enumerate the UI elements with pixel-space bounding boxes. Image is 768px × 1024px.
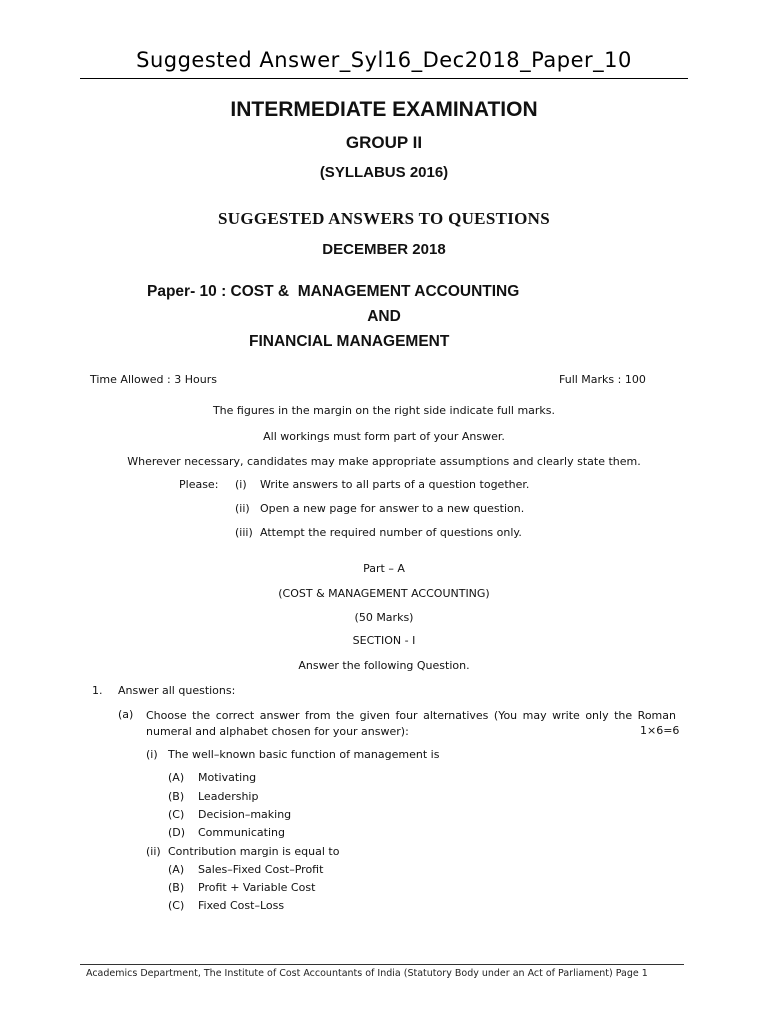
item-number: (ii)	[146, 845, 161, 858]
paper-title-line2: AND	[367, 308, 401, 325]
choice-number: (B)	[168, 790, 185, 803]
choice-text: Sales–Fixed Cost–Profit	[198, 863, 324, 876]
question-text: Answer all questions:	[118, 684, 236, 697]
paper-title-line3: FINANCIAL MANAGEMENT	[249, 333, 450, 350]
header-divider	[80, 78, 688, 79]
choice-text: Leadership	[198, 790, 259, 803]
exam-date: DECEMBER 2018	[322, 241, 446, 258]
subquestion-text: Choose the correct answer from the given four alternatives (You may write only the Roman numeral and alphabet chosen for your answer):	[146, 709, 676, 738]
instruction-number: (iii)	[235, 526, 253, 539]
choice-number: (D)	[168, 826, 186, 839]
instruction-line: Wherever necessary, candidates may make appropriate assumptions and clearly state them.	[127, 455, 641, 468]
full-marks: Full Marks : 100	[559, 373, 646, 386]
choice-text: Communicating	[198, 826, 285, 839]
exam-syllabus: (SYLLABUS 2016)	[319, 164, 449, 181]
subquestion-marks: 1×6=6	[640, 724, 680, 737]
instruction-number: (i)	[235, 478, 247, 491]
item-text: The well–known basic function of management is	[168, 748, 440, 761]
choice-number: (C)	[168, 808, 185, 821]
instruction-text: Write answers to all parts of a question together.	[260, 478, 530, 491]
exam-group: GROUP II	[345, 133, 423, 152]
item-number: (i)	[146, 748, 158, 761]
exam-title: INTERMEDIATE EXAMINATION	[230, 98, 538, 121]
choice-number: (B)	[168, 881, 185, 894]
part-label: Part – A	[363, 562, 405, 575]
answer-instruction: Answer the following Question.	[298, 659, 470, 672]
choice-number: (A)	[168, 771, 185, 784]
question-number: 1.	[92, 684, 103, 697]
instruction-text: Open a new page for answer to a new question.	[260, 502, 525, 515]
subquestion-number: (a)	[118, 708, 134, 721]
please-label: Please:	[179, 478, 219, 491]
choice-number: (C)	[168, 899, 185, 912]
instruction-line: All workings must form part of your Answer.	[263, 430, 505, 443]
part-name: (COST & MANAGEMENT ACCOUNTING)	[278, 587, 490, 600]
choice-text: Profit + Variable Cost	[198, 881, 316, 894]
part-marks: (50 Marks)	[354, 611, 414, 624]
paper-title-line1: Paper- 10 : COST & MANAGEMENT ACCOUNTING	[147, 283, 520, 300]
instruction-text: Attempt the required number of questions only.	[260, 526, 522, 539]
time-allowed: Time Allowed : 3 Hours	[90, 373, 217, 386]
choice-text: Motivating	[198, 771, 257, 784]
footer-divider	[80, 964, 684, 965]
choice-text: Decision–making	[198, 808, 292, 821]
instruction-number: (ii)	[235, 502, 250, 515]
page-footer: Academics Department, The Institute of Cost Accountants of India (Statutory Body under an Act of Parliament) Page 1	[86, 968, 648, 979]
document-header-title: Suggested Answer_Syl16_Dec2018_Paper_10	[136, 48, 632, 72]
suggested-answers-heading: SUGGESTED ANSWERS TO QUESTIONS	[218, 209, 550, 228]
item-text: Contribution margin is equal to	[168, 845, 340, 858]
choice-text: Fixed Cost–Loss	[198, 899, 285, 912]
choice-number: (A)	[168, 863, 185, 876]
section-label: SECTION - I	[352, 634, 416, 647]
instruction-line: The figures in the margin on the right side indicate full marks.	[212, 404, 556, 417]
